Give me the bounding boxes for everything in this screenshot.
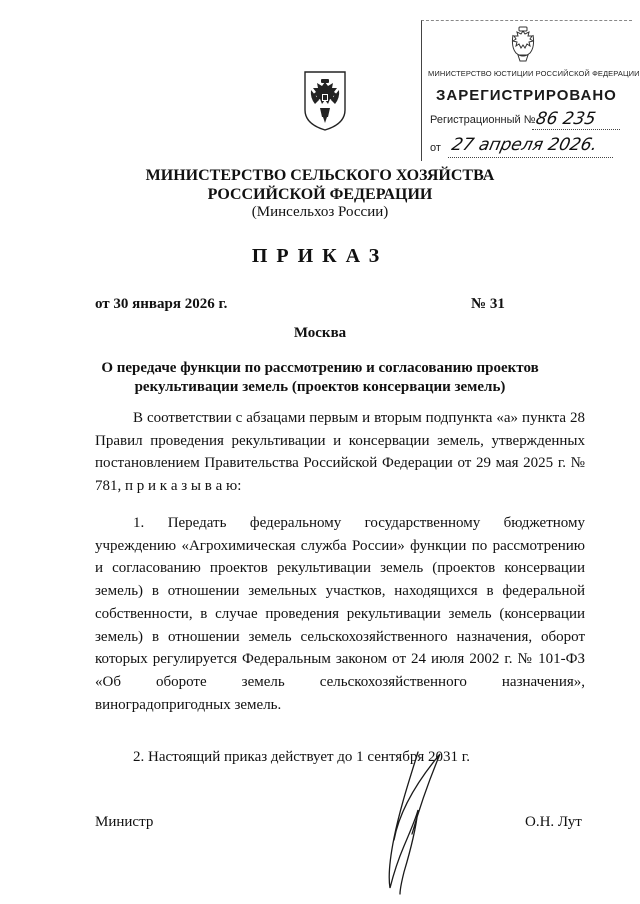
stamp-reg-underline <box>532 128 620 130</box>
document-city: Москва <box>293 325 347 341</box>
ministry-short-name: (Минсельхоз России) <box>251 204 389 220</box>
document-number: № 31 <box>471 296 505 312</box>
handwritten-signature <box>360 748 470 898</box>
stamp-coat-of-arms-icon <box>508 25 538 63</box>
stamp-ministry-name: МИНИСТЕРСТВО ЮСТИЦИИ РОССИЙСКОЙ ФЕДЕРАЦИИ <box>428 69 640 78</box>
ministry-name-line-2: РОССИЙСКОЙ ФЕДЕРАЦИИ <box>207 186 433 203</box>
signer-title: Министр <box>95 814 154 830</box>
ministry-name <box>0 166 640 204</box>
stamp-reg-date: 27 апреля 2026. <box>449 135 600 155</box>
clause-1-paragraph: 1. Передать федеральному государственному бюджетному учреждению «Агрохимическая служба России» функции по рассмотрению и согласованию проектов рекультивации земель (проектов консервации земель) в отношении земельных участков, находящихся в федеральной собственности, в случае проведения рекультивации земель (консервации земель) в отношении земель сельскохозяйственного назначения, оборот которых регулируется Федеральным законом от 24 июля 2002 г. № 101-ФЗ «Об обороте земель сельскохозяйственного назначения», виноградопригодных земель. <box>95 515 585 713</box>
document-title-line-1: О передаче функции по рассмотрению и согласованию проектов <box>101 360 539 376</box>
document-title-line-2: рекультивации земель (проектов консервации земель) <box>134 379 506 395</box>
document-date: от 30 января 2026 г. <box>95 296 228 312</box>
stamp-date-label: от <box>430 142 441 154</box>
stamp-date-underline <box>448 156 613 158</box>
registration-stamp <box>421 20 640 161</box>
stamp-status: ЗАРЕГИСТРИРОВАНО <box>436 87 617 104</box>
coat-of-arms-icon <box>302 70 348 132</box>
ministry-name-line-1: МИНИСТЕРСТВО СЕЛЬСКОГО ХОЗЯЙСТВА <box>145 167 495 184</box>
clause-2-paragraph: 2. Настоящий приказ действует до 1 сентября 2031 г. <box>133 749 470 765</box>
stamp-reg-number: 86 235 <box>534 109 598 129</box>
stamp-reg-label: Регистрационный № <box>430 114 536 126</box>
document-type: ПРИКАЗ <box>251 245 389 267</box>
preamble-paragraph: В соответствии с абзацами первым и вторым подпункта «а» пункта 28 Правил проведения рекультивации и консервации земель, утвержденных постановлением Правительства Российской Федерации от 29 мая 2025 г. № 781, п р и к а з ы в а ю: <box>95 410 585 495</box>
document-title <box>60 359 580 397</box>
signer-name: О.Н. Лут <box>525 814 582 830</box>
